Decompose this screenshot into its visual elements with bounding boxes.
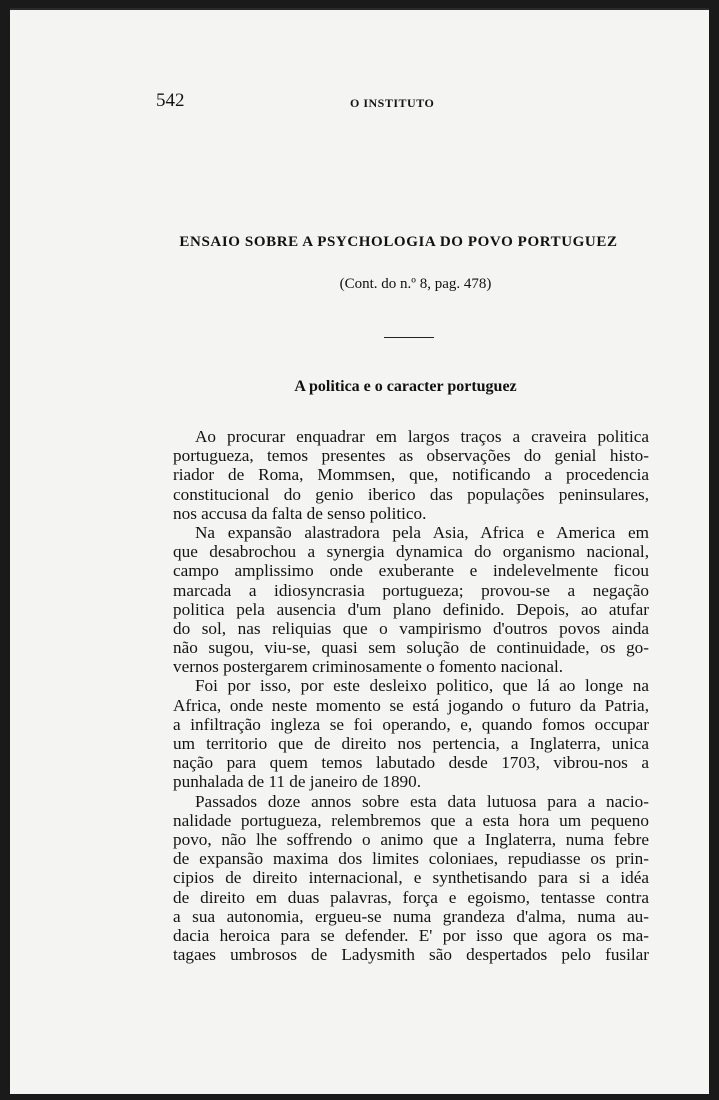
body-line: Passados doze annos sobre esta data lutuosa para a nacio- [195, 791, 649, 811]
page-number: 542 [156, 90, 185, 111]
body-line: constitucional do genio iberico das populações peninsulares, [173, 484, 649, 504]
body-line: marcada a idiosyncrasia portugueza; provou-se a negação [173, 580, 649, 600]
body-line: do sol, nas reliquias que o vampirismo d'outros povos ainda [173, 618, 649, 638]
continuation-note: (Cont. do n.º 8, pag. 478) [339, 276, 492, 292]
body-line: de expansão maxima dos limites coloniaes, repudiasse os prin- [173, 849, 649, 869]
section-divider [384, 337, 434, 338]
running-head: O INSTITUTO [350, 96, 435, 110]
body-line: vernos postergarem criminosamente o fomento nacional. [173, 657, 564, 677]
body-line: nação para quem temos labutado desde 1703, vibrou-nos a [173, 753, 649, 773]
body-line: Africa, onde neste momento se está jogando o futuro da Patria, [173, 695, 649, 715]
body-line: a infiltração ingleza se foi operando, e, quando fomos occupar [173, 714, 649, 734]
body-line: portugueza, temos presentes as observações do genial histo- [173, 446, 649, 466]
body-line: de direito em duas palavras, força e egoismo, tentasse contra [173, 887, 649, 907]
body-line: tagaes umbrosos de Ladysmith são despertados pelo fusilar [173, 945, 649, 965]
body-line: cipios de direito internacional, e synthetisando para si a idéa [173, 868, 649, 888]
section-heading: A politica e o caracter portuguez [294, 378, 517, 395]
body-line: um territorio que de direito nos pertencia, a Inglaterra, unica [173, 734, 649, 753]
body-line: não sugou, viu-se, quasi sem solução de continuidade, os go- [173, 638, 649, 658]
body-line: politica pela ausencia d'um plano definido. Depois, ao atufar [173, 599, 649, 619]
body-line: dacia heroica para se defender. E' por isso que agora os ma- [173, 925, 649, 945]
body-line: povo, não lhe soffrendo o animo que a Inglaterra, numa febre [173, 829, 649, 849]
body-line: que desabrochou a synergia dynamica do organismo nacional, [173, 542, 649, 562]
book-page [10, 8, 709, 1094]
body-line: Na expansão alastradora pela Asia, Africa e America em [195, 522, 649, 542]
body-line: a sua autonomia, ergueu-se numa grandeza d'alma, numa au- [173, 906, 649, 926]
body-line: campo amplissimo onde exuberante e indelevelmente ficou [173, 561, 649, 581]
body-line: punhalada de 11 de janeiro de 1890. [173, 772, 422, 792]
body-line: nos accusa da falta de senso politico. [173, 503, 427, 523]
body-line: riador de Roma, Mommsen, que, notificando a procedencia [173, 465, 649, 485]
body-line: Ao procurar enquadrar em largos traços a craveira politica [195, 427, 649, 446]
essay-title: ENSAIO SOBRE A PSYCHOLOGIA DO POVO PORTUGUEZ [179, 234, 618, 250]
body-text [173, 427, 649, 964]
body-line: Foi por isso, por este desleixo politico, que lá ao longe na [195, 676, 649, 696]
body-line: nalidade portugueza, relembremos que a esta hora um pequeno [173, 810, 649, 830]
